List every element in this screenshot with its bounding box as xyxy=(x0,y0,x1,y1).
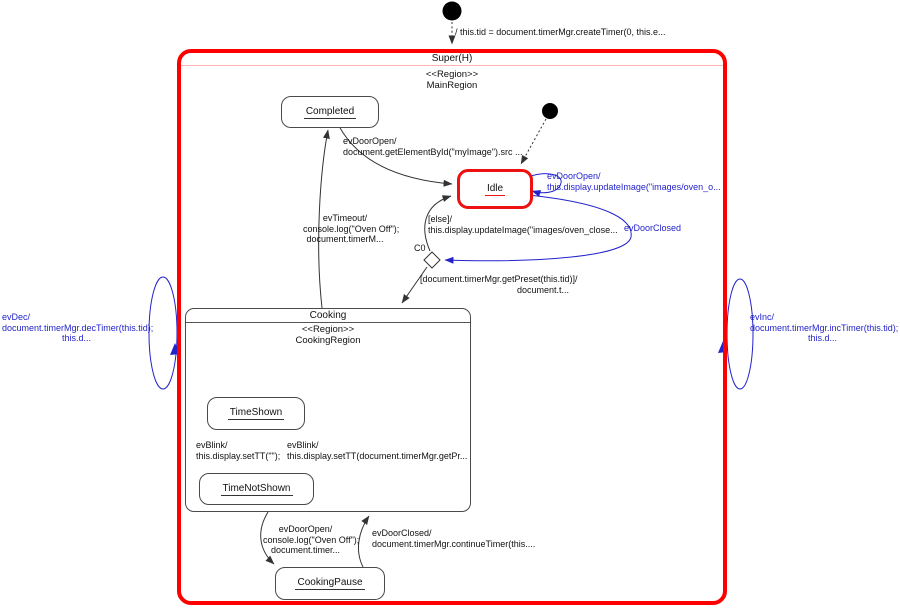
state-timenotshown-label: TimeNotShown xyxy=(222,482,291,494)
label-idle-self-dooropen[interactable]: evDoorOpen/ this.display.updateImage("images/oven_o... xyxy=(547,171,721,192)
label-evblink-hide[interactable]: evBlink/ this.display.setTT(""); xyxy=(196,440,281,461)
state-completed-label: Completed xyxy=(305,105,355,117)
label-evinc[interactable]: evInc/ document.timerMgr.incTimer(this.tid); this.d... xyxy=(750,312,899,344)
label-evtimeout[interactable]: evTimeout/ console.log("Oven Off"); document.timerM... xyxy=(303,213,400,245)
label-evdec[interactable]: evDec/ document.timerMgr.decTimer(this.tid); this.d... xyxy=(2,312,154,344)
state-timeshown[interactable] xyxy=(207,397,305,430)
label-init-transition[interactable]: / this.tid = document.timerMgr.createTimer(0, this.e... xyxy=(455,27,666,37)
state-super-title: Super(H) xyxy=(431,53,473,64)
label-evdoorclosed-resume[interactable]: evDoorClosed/ document.timerMgr.continueTimer(this.... xyxy=(372,528,536,549)
label-dooropen-completed-idle[interactable]: evDoorOpen/ document.getElementById("myImage").src ... xyxy=(343,136,523,157)
initial-state-dot-top[interactable] xyxy=(443,2,462,21)
state-idle-label: Idle xyxy=(486,182,504,194)
label-preset-guard[interactable]: [document.timerMgr.getPreset(this.tid)]/ document.t... xyxy=(420,274,578,295)
state-idle[interactable] xyxy=(457,169,533,209)
cooking-title-separator xyxy=(186,322,470,323)
state-timeshown-label: TimeShown xyxy=(229,407,283,418)
label-choice-name: C0 xyxy=(414,243,426,253)
state-cookingpause[interactable] xyxy=(275,567,385,600)
state-completed[interactable] xyxy=(281,96,379,128)
state-cooking-title: Cooking xyxy=(309,310,347,321)
label-doorclosed[interactable]: evDoorClosed xyxy=(624,223,682,233)
state-timenotshown[interactable] xyxy=(199,473,314,505)
super-title-separator xyxy=(181,65,723,66)
cookingregion-label: <<Region>> CookingRegion xyxy=(295,324,361,346)
label-evblink-show[interactable]: evBlink/ this.display.setTT(document.timerMgr.getPr... xyxy=(287,440,468,461)
mainregion-label: <<Region>> MainRegion xyxy=(425,69,479,91)
label-else-branch[interactable]: [else]/ this.display.updateImage("images/oven_close... xyxy=(428,214,618,235)
label-evdooropen-pause[interactable]: evDoorOpen/ console.log("Oven Off"); document.timer... xyxy=(263,524,360,556)
state-cookingpause-label: CookingPause xyxy=(297,577,363,588)
